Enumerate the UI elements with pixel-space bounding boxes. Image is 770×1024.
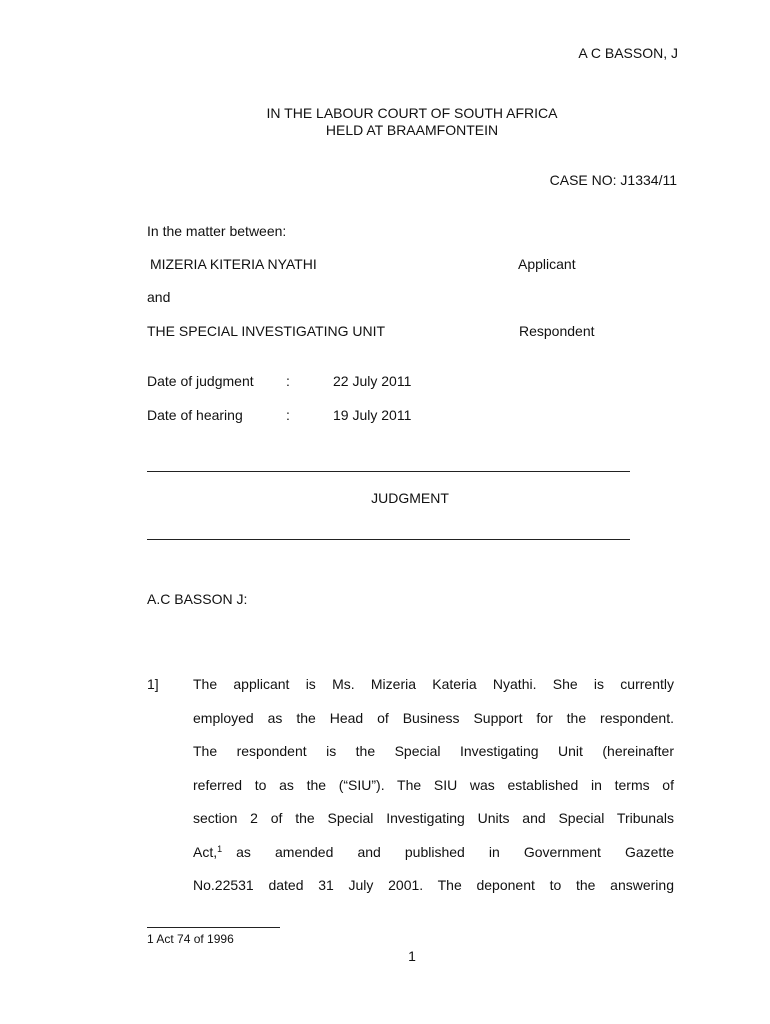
- judge-header: A C BASSON, J: [578, 45, 678, 61]
- paragraph-line: No.22531 dated 31 July 2001. The deponent to the answering: [193, 877, 674, 893]
- paragraph-line: section 2 of the Special Investigating Units and Special Tribunals: [193, 810, 674, 826]
- paragraph-line-start: [193, 838, 222, 872]
- footnote-reference[interactable]: 1: [217, 843, 223, 854]
- paragraph-body: [193, 670, 674, 905]
- judgment-date-label: Date of judgment: [147, 373, 254, 389]
- act-text: Act,: [193, 843, 218, 860]
- applicant-role: Applicant: [518, 256, 576, 272]
- court-name: IN THE LABOUR COURT OF SOUTH AFRICA: [266, 105, 558, 121]
- paragraph-line: employed as the Head of Business Support for the respondent.: [193, 709, 674, 726]
- paragraph-line: [193, 838, 674, 872]
- hearing-date-separator: :: [286, 407, 290, 423]
- matter-intro: In the matter between:: [147, 223, 287, 239]
- judge-heading: A.C BASSON J:: [147, 591, 248, 607]
- footnote-rule: [147, 927, 280, 928]
- hearing-date-label: Date of hearing: [147, 407, 243, 423]
- court-location: HELD AT BRAAMFONTEIN: [325, 122, 499, 138]
- parties-conjunction: and: [147, 289, 171, 305]
- document-title: JUDGMENT: [371, 490, 449, 506]
- applicant-name: MIZERIA KITERIA NYATHI: [150, 256, 317, 272]
- judgment-date-value: 22 July 2011: [333, 373, 412, 389]
- paragraph-number: 1]: [147, 676, 159, 692]
- respondent-role: Respondent: [519, 323, 595, 339]
- hearing-date-value: 19 July 2011: [333, 407, 412, 423]
- page-number: 1: [408, 948, 416, 964]
- paragraph-line-rest: as amended and published in Government Gazette: [236, 843, 674, 860]
- paragraph-line: The respondent is the Special Investigating Unit (hereinafter: [193, 743, 674, 759]
- paragraph-line: referred to as the (“SIU”). The SIU was established in terms of: [193, 776, 674, 793]
- footnote-text: 1 Act 74 of 1996: [147, 932, 234, 946]
- paragraph-line: The applicant is Ms. Mizeria Kateria Nyathi. She is currently: [193, 676, 674, 692]
- respondent-name: THE SPECIAL INVESTIGATING UNIT: [147, 323, 386, 339]
- title-rule-top: [147, 471, 630, 472]
- case-number: CASE NO: J1334/11: [549, 172, 677, 188]
- judgment-date-separator: :: [286, 373, 290, 389]
- title-rule-bottom: [147, 539, 630, 540]
